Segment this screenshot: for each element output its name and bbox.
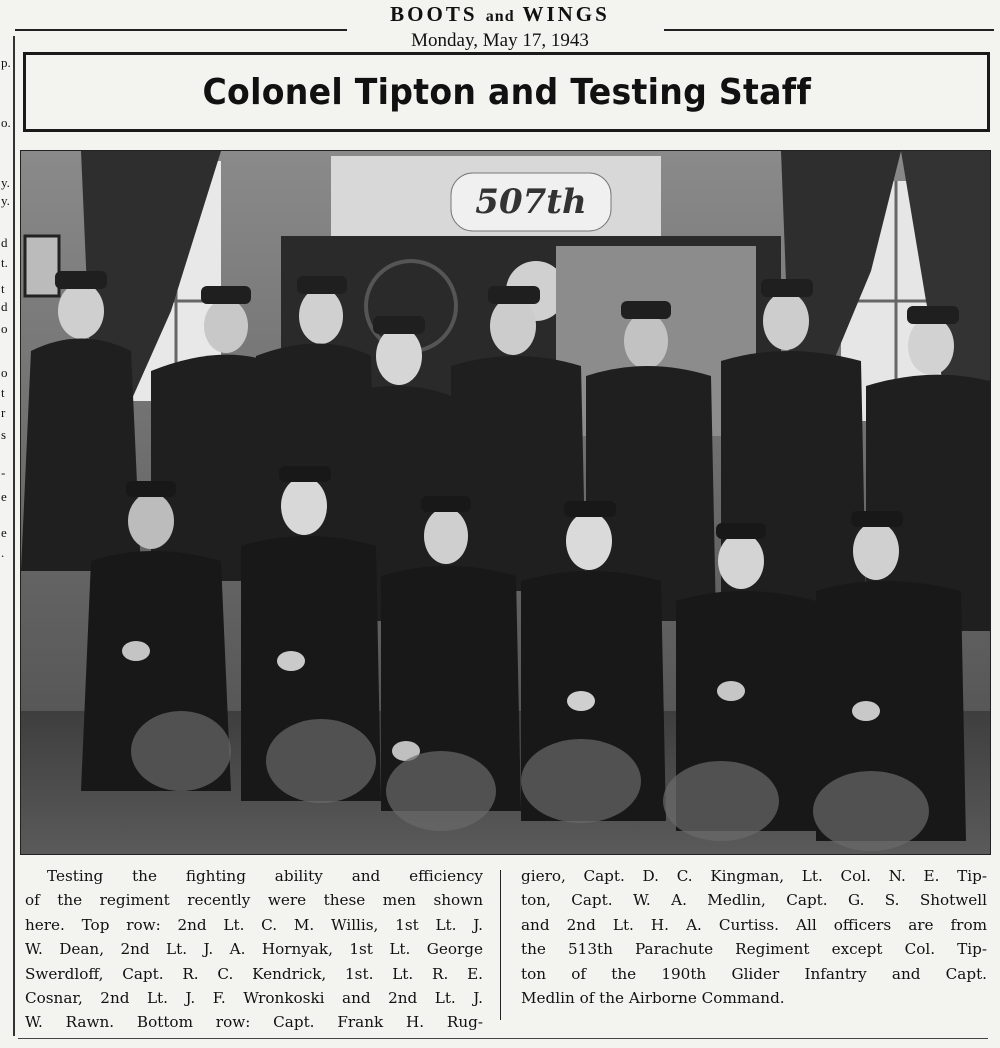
photo-illustration xyxy=(21,151,990,854)
adjacent-column-fragment xyxy=(0,36,15,1036)
caption-column-2 xyxy=(521,864,987,1010)
masthead-rule-left xyxy=(15,29,347,31)
unit-sign-text: 507th xyxy=(475,182,587,222)
caption-line: W. Dean, 2nd Lt. J. A. Hornyak, 1st Lt. George xyxy=(25,940,483,959)
fragment: p. xyxy=(1,55,11,70)
fragment: t xyxy=(1,281,5,296)
group-photograph xyxy=(20,150,991,855)
masthead-rule-right xyxy=(664,29,994,31)
paper-name-wings: WINGS xyxy=(522,2,610,26)
fragment: t. xyxy=(1,255,8,270)
caption-line: here. Top row: 2nd Lt. C. M. Willis, 1st Lt. J. xyxy=(25,915,483,934)
column-divider xyxy=(500,870,501,1020)
fragment: s xyxy=(1,427,7,442)
fragment: y. xyxy=(1,175,10,190)
caption-line: Medlin of the Airborne Command. xyxy=(521,989,785,1008)
caption-line: giero, Capt. D. C. Kingman, Lt. Col. N. E. Tip- xyxy=(521,867,987,885)
masthead xyxy=(0,2,1000,53)
caption-line: ton, Capt. W. A. Medlin, Capt. G. S. Shotwell xyxy=(521,891,987,910)
headline-box xyxy=(23,52,990,132)
fragment: y. xyxy=(1,193,10,208)
paper-name-and: and xyxy=(485,8,515,25)
headline: Colonel Tipton and Testing Staff xyxy=(202,71,811,113)
caption-line: and 2nd Lt. H. A. Curtiss. All officers are from xyxy=(521,915,987,934)
fragment: d xyxy=(1,299,8,314)
newspaper-name xyxy=(0,2,1000,29)
caption-line: Testing the fighting ability and efficiency xyxy=(47,867,483,885)
issue-date: Monday, May 17, 1943 xyxy=(411,30,589,51)
paper-name-boots: BOOTS xyxy=(390,2,478,26)
fragment: r xyxy=(1,405,6,420)
caption-column-1 xyxy=(25,864,483,1035)
fragment: o xyxy=(1,321,8,336)
caption-line: Swerdloff, Capt. R. C. Kendrick, 1st. Lt. R. E. xyxy=(25,964,483,983)
caption-line: the 513th Parachute Regiment except Col. Tip- xyxy=(521,940,987,959)
fragment: e xyxy=(1,489,7,504)
fragment: e xyxy=(1,525,7,540)
fragment: d xyxy=(1,235,8,250)
fragment: o. xyxy=(1,115,11,130)
caption-line: W. Rawn. Bottom row: Capt. Frank H. Rug- xyxy=(25,1013,483,1032)
caption-line: ton of the 190th Glider Infantry and Capt. xyxy=(521,964,987,983)
caption-line: of the regiment recently were these men shown xyxy=(25,891,483,910)
fragment: . xyxy=(1,545,5,560)
fragment: o xyxy=(1,365,8,380)
caption-line: Cosnar, 2nd Lt. J. F. Wronkoski and 2nd Lt. J. xyxy=(25,989,483,1008)
picture-frame xyxy=(25,236,59,296)
fragment: - xyxy=(1,465,6,480)
fragment: t xyxy=(1,385,5,400)
bottom-rule xyxy=(18,1038,988,1039)
